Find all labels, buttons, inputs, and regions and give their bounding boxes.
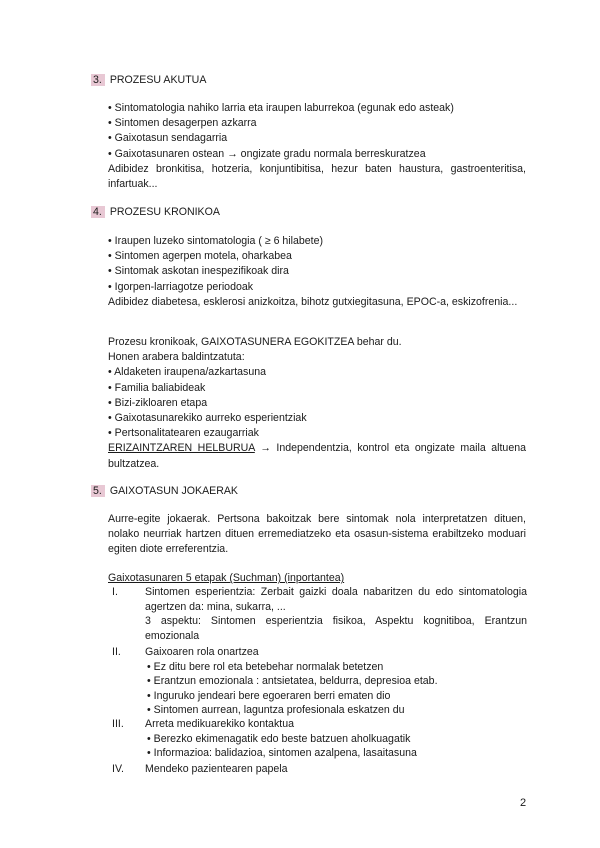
stage-1-text: Sintomen esperientzia: Zerbait gaizki doala nabaritzen du edo sintomatologia agertzen da: mina, sukarra, ... bbox=[145, 586, 527, 613]
list-item: • Gaixotasunaren ostean → ongizate gradu normala berreskuratzea bbox=[108, 147, 426, 160]
list-item: • Sintomen aurrean, laguntza profesionala eskatzen du bbox=[147, 704, 405, 717]
stages-title-block bbox=[108, 571, 526, 586]
stage-1-extra: 3 aspektu: Sintomen esperientzia fisikoa, Aspektu kognitiboa, Erantzun emozionala bbox=[145, 615, 527, 642]
stage-1-number: I. bbox=[112, 586, 118, 598]
list-item: • Sintomatologia nahiko larria eta iraupen laburrekoa (egunak edo asteak) bbox=[108, 102, 454, 114]
section-5-number: 5. bbox=[91, 485, 105, 497]
stage-2-text: Gaixoaren rola onartzea bbox=[145, 646, 259, 658]
section-3-title: PROZESU AKUTUA bbox=[109, 74, 207, 86]
section-4-example: Adibidez diabetesa, esklerosi anizkoitza, bihotz gutxiegitasuna, EPOC-a, eskizofrenia... bbox=[108, 295, 518, 308]
section-5-heading bbox=[91, 484, 238, 498]
list-item: • Familia baliabideak bbox=[108, 381, 206, 394]
stages-title: Gaixotasunaren 5 etapak (Suchman) (inportantea) bbox=[108, 572, 345, 584]
list-item: • Gaixotasun sendagarria bbox=[108, 132, 228, 145]
stage-4-number: IV. bbox=[112, 763, 124, 775]
list-item: • Igorpen-larriagotze periodoak bbox=[108, 280, 254, 293]
nursing-goal bbox=[108, 441, 526, 471]
stage-3-number: III. bbox=[112, 718, 124, 730]
section-4-adaptation bbox=[108, 335, 526, 472]
list-item: • Sintomen agerpen motela, oharkabea bbox=[108, 250, 292, 263]
list-item: • Inguruko jendeari bere egoeraren berri ematen dio bbox=[147, 689, 391, 702]
list-item: • Informazioa: balidazioa, sintomen azalpena, lasaitasuna bbox=[147, 747, 417, 760]
section-3-number: 3. bbox=[91, 74, 105, 86]
list-item: • Erantzun emozionala : antsietatea, beldurra, depresioa etab. bbox=[147, 675, 438, 688]
section-5-intro bbox=[108, 512, 526, 558]
list-item: • Sintomak askotan inespezifikoak dira bbox=[108, 265, 289, 278]
section-4-para2: Honen arabera baldintzatuta: bbox=[108, 351, 245, 364]
list-item: • Ez ditu bere rol eta betebehar normalak betetzen bbox=[147, 660, 384, 673]
section-4-body bbox=[108, 234, 526, 310]
stage-2-number: II. bbox=[112, 646, 121, 658]
section-5-intro-text: Aurre-egite jokaerak. Pertsona bakoitzak bere sintomak nola interpretatzen dituen, nolako neurriak hartzen dituen erremediatzeko eta osasun-sistema erabiltzeko moduari egiten diote erreferentzia. bbox=[108, 513, 526, 556]
section-4-number: 4. bbox=[91, 206, 105, 218]
section-4-title: PROZESU KRONIKOA bbox=[109, 206, 220, 218]
section-4-para1: Prozesu kronikoak, GAIXOTASUNERA EGOKITZEA behar du. bbox=[108, 336, 402, 348]
nursing-goal-text: → Independentzia, kontrol eta ongizate maila altuena bultzatzea. bbox=[108, 442, 527, 470]
stage-4-text: Mendeko pazientearen papela bbox=[145, 763, 288, 775]
stage-3-text: Arreta medikuarekiko kontaktua bbox=[145, 718, 294, 730]
stage-1 bbox=[112, 585, 532, 643]
stage-4 bbox=[112, 762, 532, 777]
section-3-example: Adibidez bronkitisa, hotzeria, konjuntibitisa, hezur baten haustura, gastroenteritisa, infartuak... bbox=[108, 162, 526, 191]
list-item: • Aldaketen iraupena/azkartasuna bbox=[108, 366, 267, 379]
list-item: • Iraupen luzeko sintomatologia ( ≥ 6 hilabete) bbox=[108, 235, 324, 247]
list-item: • Sintomen desagerpen azkarra bbox=[108, 117, 257, 130]
page-number: 2 bbox=[520, 797, 527, 809]
section-4-heading bbox=[91, 205, 220, 219]
list-item: • Berezko ekimenagatik edo beste batzuen aholkuagatik bbox=[147, 732, 411, 745]
nursing-goal-label: ERIZAINTZAREN HELBURUA bbox=[108, 442, 255, 455]
section-3-heading bbox=[91, 73, 206, 87]
stage-2 bbox=[112, 645, 532, 718]
list-item: • Gaixotasunarekiko aurreko esperientziak bbox=[108, 412, 307, 425]
section-5-title: GAIXOTASUN JOKAERAK bbox=[109, 485, 238, 497]
list-item: • Bizi-zikloaren etapa bbox=[108, 396, 208, 409]
list-item: • Pertsonalitatearen ezaugarriak bbox=[108, 427, 259, 440]
section-3-body bbox=[108, 101, 526, 192]
stage-3 bbox=[112, 717, 532, 761]
